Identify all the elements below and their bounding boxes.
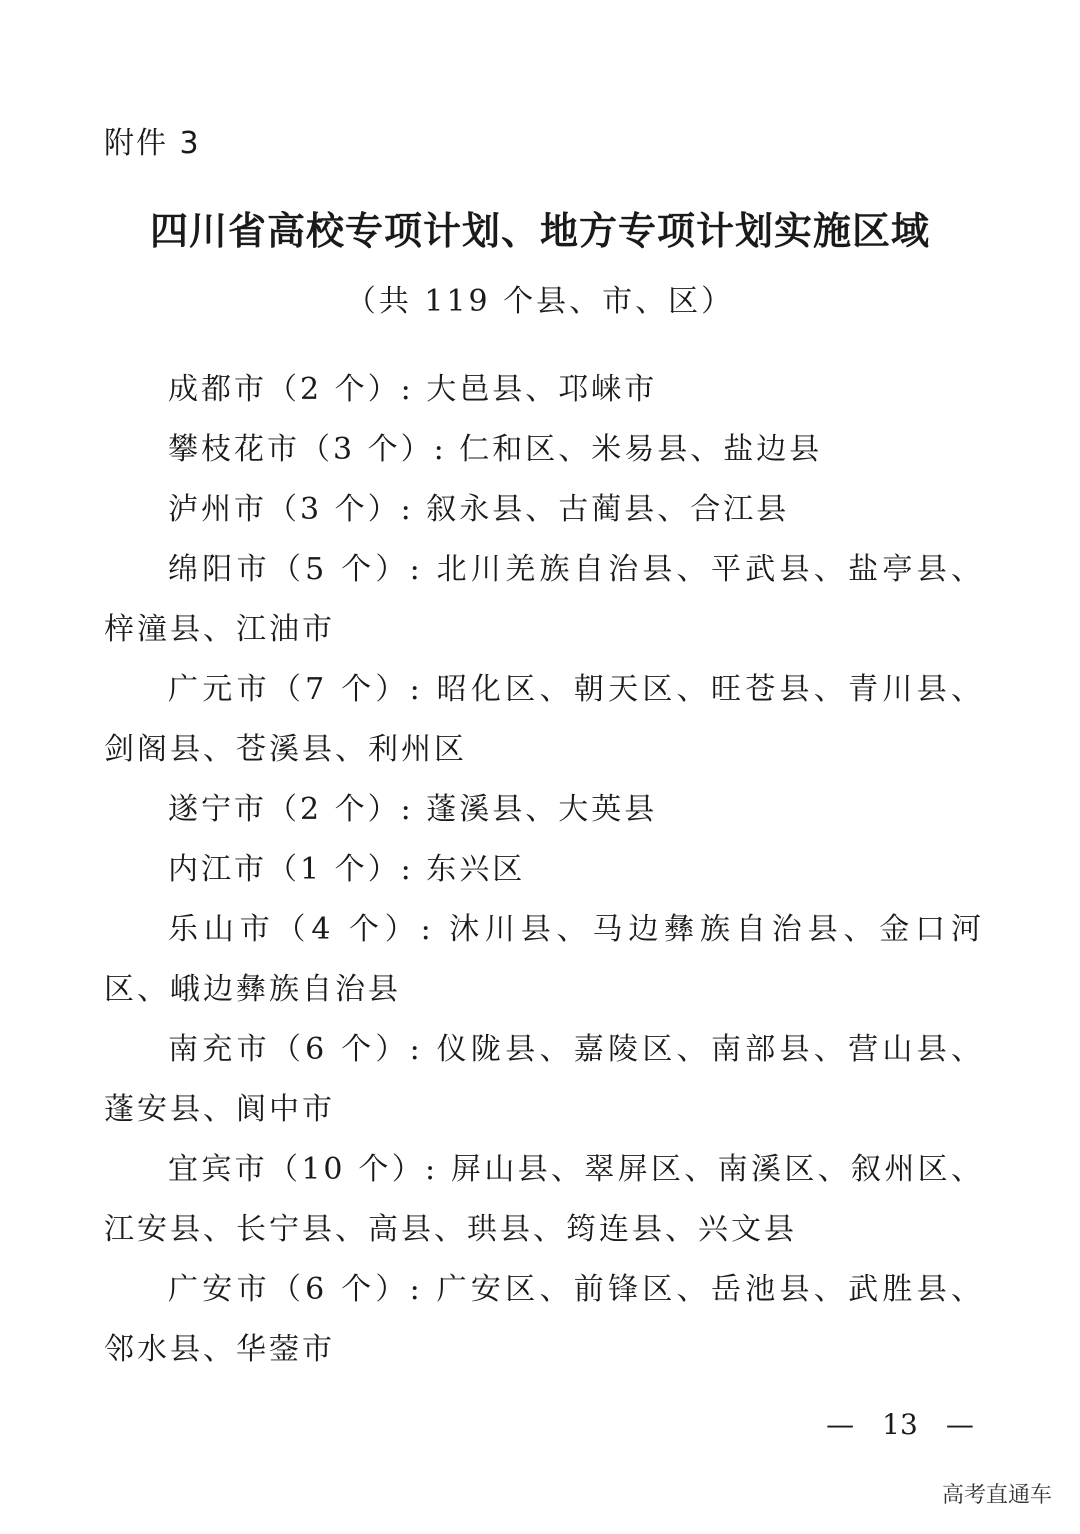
page-number bbox=[0, 1408, 1080, 1441]
area-list: 大邑县、邛崃市 bbox=[426, 372, 658, 407]
area-list: 仁和区、米易县、盐边县 bbox=[459, 432, 823, 467]
city-label: 内江市（1 个）: bbox=[168, 852, 414, 887]
city-label: 广安市（6 个）: bbox=[168, 1272, 423, 1307]
attachment-label: 附件 3 bbox=[104, 126, 201, 161]
city-label: 南充市（6 个）: bbox=[168, 1032, 423, 1067]
page-dash-left: — bbox=[826, 1408, 855, 1441]
page-dash-right: — bbox=[945, 1408, 974, 1441]
city-label: 泸州市（3 个）: bbox=[168, 492, 414, 527]
area-list: 昭化区、朝天区、旺苍县、青川县、剑阁县、苍溪县、利州区 bbox=[104, 672, 985, 767]
document-title: 四川省高校专项计划、地方专项计划实施区域 bbox=[149, 208, 930, 253]
area-list: 北川羌族自治县、平武县、盐亭县、梓潼县、江油市 bbox=[104, 552, 985, 647]
region-list bbox=[104, 360, 984, 1380]
region-entry-luzhou bbox=[104, 480, 984, 540]
page-number-value: 13 bbox=[882, 1408, 918, 1441]
area-list: 蓬溪县、大英县 bbox=[426, 792, 658, 827]
region-entry-neijiang bbox=[104, 840, 984, 900]
area-list: 广安区、前锋区、岳池县、武胜县、邻水县、华蓥市 bbox=[104, 1272, 985, 1367]
area-list: 东兴区 bbox=[426, 852, 526, 887]
region-entry-guangyuan bbox=[104, 660, 984, 780]
city-label: 广元市（7 个）: bbox=[168, 672, 423, 707]
area-list: 沐川县、马边彝族自治县、金口河区、峨边彝族自治县 bbox=[104, 912, 984, 1007]
region-entry-nanchong bbox=[104, 1020, 984, 1140]
region-entry-leshan bbox=[104, 900, 984, 1020]
region-entry-suining bbox=[104, 780, 984, 840]
region-entry-yibin bbox=[104, 1140, 984, 1260]
region-entry-panzhihua bbox=[104, 420, 984, 480]
city-label: 攀枝花市（3 个）: bbox=[168, 432, 447, 467]
city-label: 宜宾市（10 个）: bbox=[168, 1152, 439, 1187]
city-label: 乐山市（4 个）: bbox=[168, 912, 434, 947]
city-label: 遂宁市（2 个）: bbox=[168, 792, 414, 827]
region-entry-guangan bbox=[104, 1260, 984, 1380]
area-list: 仪陇县、嘉陵区、南部县、营山县、蓬安县、阆中市 bbox=[104, 1032, 985, 1127]
area-list: 屏山县、翠屏区、南溪区、叙州区、江安县、长宁县、高县、珙县、筠连县、兴文县 bbox=[104, 1152, 984, 1247]
city-label: 绵阳市（5 个）: bbox=[168, 552, 423, 587]
document-subtitle: （共 119 个县、市、区） bbox=[345, 284, 735, 319]
region-entry-mianyang bbox=[104, 540, 984, 660]
area-list: 叙永县、古蔺县、合江县 bbox=[426, 492, 790, 527]
watermark: 高考直通车 bbox=[941, 1483, 1052, 1508]
region-entry-chengdu bbox=[104, 360, 984, 420]
city-label: 成都市（2 个）: bbox=[168, 372, 414, 407]
